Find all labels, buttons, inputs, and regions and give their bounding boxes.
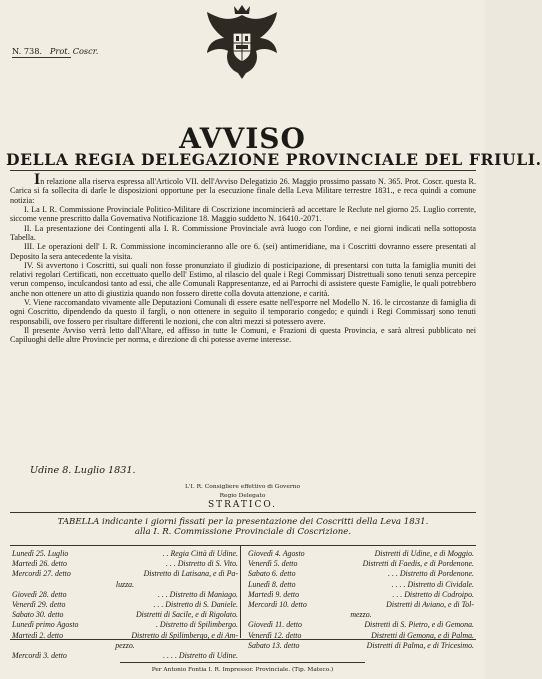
notice-title: AVVISO [179,122,306,155]
notice-subtitle: DELLA REGIA DELEGAZIONE PROVINCIALE DEL FRIULI. [6,150,542,169]
schedule-entry-continuation: luzza. [115,579,135,589]
schedule-entry: Sabato 30. detto Distretti di Sacile, e di Rigolato. [12,610,238,620]
printer-rule [120,662,365,663]
schedule-entry: Martedì 2. detto Distretto di Spilimbergo, e di Am- [12,630,238,640]
schedule-entry: Sabato 13. detto Distretti di Palma, e di Tricesimo. [248,640,474,650]
signer-name: STRATICO. [207,500,278,510]
article-4: IV. Si avvertono i Coscritti, sui quali non fosse pronunziato il giudizio di posticipazione, di presentarsi con tutta la famiglia muniti dei relativi regolari Certificati, non eccettuato quello dell' Estimo, al rilascio del quale i Regi Commissarj Distrettuali sono tenuti senza percepire verun compenso, inculcandosi tanto ad essi, che alle Comunali Rappresentanze, ed ai Parrochi di assistere queste Famiglie, le quali potrebbero anche non ottenere un atto di giustizia quando non fossero dirette colla dovuta attenzione, e carità. [10,260,476,298]
schedule-left-column [12,549,238,661]
schedule-entry: Mercordì 10. detto Distretti di Aviano, e di Tol- [248,600,474,610]
authority-role: Regio Delegato [219,493,266,499]
article-3: III. Le operazioni dell' I. R. Commissione incomincieranno alle ore 6. (sei) antimeridiane, ma i Coscritti dovranno essere presentati al Deposito la sera antecedente la visita. [10,242,476,261]
schedule-entry-continuation: pezzo. [115,640,135,650]
title-rule [10,170,476,171]
column-divider [240,546,241,638]
issue-date: Udine 8. Luglio 1831. [30,465,136,476]
schedule-entry: Venerdì 29. detto . . . Distretto di S. Daniele. [12,600,238,610]
schedule-entry: Giovedì 28. detto . . . Distretto di Maniago. [12,589,238,599]
schedule-entry: Mercordì 27. detto Distretto di Latisana, e di Pa- [12,569,238,579]
schedule-entry: Martedì 9. detto . . . Distretto di Codroipo. [248,589,474,599]
article-2: II. La presentazione dei Contingenti alla I. R. Commissione Provinciale avrà luogo con l'ordine, e nei giorni indicati nella sottoposta Tabella. [10,223,476,242]
schedule-entry: Lunedì 8. detto . . . . Distretto di Cividale. [248,579,474,589]
schedule-entry: Martedì 26. detto . . . Distretto di S. Vito. [12,559,238,569]
imperial-eagle-emblem [201,3,283,81]
closing-paragraph: Il presente Avviso verrà letto dall'Altare, ed affisso in tutte le Comuni, e Frazioni di questa Provincia, e sarà altresì pubblicato nei Capiluoghi delle altre Provincie per norma, e direzione di chi potesse averne interesse. [10,326,476,345]
schedule-title-line1: TABELLA indicante i giorni fissati per la presentazione dei Coscritti della Leva 1831. [57,517,429,527]
schedule-entry: Sabato 6. detto . . . Distretto di Pordenone. [248,569,474,579]
intro-paragraph: In relazione alla riserva espressa all'Articolo VII. dell'Avviso Delegatizio 26. Maggio prossimo passato N. 365. Prot. Coscr. questa R. Carica si fa sollecita di darle le disposizioni opportune per la esecuzione finale della Leva Militare terrestre 1831., e reca quindi a comune notizia: [10,171,476,205]
schedule-entry: Venerdì 5. detto Distretti di Faedis, e di Pordenone. [248,559,474,569]
protocol-label: Prot. Coscr. [49,46,99,56]
protocol-number [12,46,98,56]
drop-cap: I [34,171,41,188]
schedule-entry: Mercordì 3. detto . . . . Distretto di Udine. [12,651,238,661]
authority-title: L'I. R. Consigliere effettivo di Governo [184,484,300,490]
schedule-entry: Lunedì 25. Luglio . . Regia Città di Udine. [12,549,238,558]
schedule-right-column [248,549,474,651]
schedule-entry: Giovedì 11. detto Distretti di S. Pietro, e di Gemona. [248,620,474,630]
schedule-title [10,517,476,537]
schedule-title-line2: alla I. R. Commissione Provinciale di Coscrizione. [134,527,352,537]
table-bottom-rule [10,639,476,640]
schedule-entry-continuation: mezzo. [350,610,372,620]
table-header-rule [10,545,476,546]
protocol-rule [12,57,71,58]
signature-block [130,483,355,510]
notice-body [10,171,476,345]
article-1: I. La I. R. Commissione Provinciale Politico-Militare di Coscrizione incomincierà ad accettare le Reclute nel giorno 25. Luglio corrente, siccome venne prescritto dalla Governativa Notificazione 18. Maggio suddetto N. 16410.-2071. [10,204,476,224]
schedule-entry: Lunedì primo Agosto . Distretto di Spilimbergo. [12,620,238,630]
table-top-rule [10,512,476,513]
protocol-number-value: N. 738. [12,46,43,56]
schedule-entry: Giovedì 4. Agosto Distretti di Udine, e di Moggio. [248,549,474,558]
article-5: V. Viene raccomandato vivamente alle Deputazioni Comunali di essere esatte nell'esporre nel Modello N. 16. le circostanze di famiglia di ogni Coscritto, dipendendo da questo il fargli, o non ottenere in seguito il temporario congedo; e quindi i Regi Commissarj sono tenuti responsabili, ove fossero per risultare differenti le nozioni, che con altri mezzi si potessero avere. [10,298,476,326]
schedule-entry: Venerdì 12. detto Distretti di Gemona, e di Palma. [248,630,474,640]
printer-imprint: Per Antonio Fontia I. R. Impressor. Provinciale. (Tip. Mateco.) [151,667,334,673]
